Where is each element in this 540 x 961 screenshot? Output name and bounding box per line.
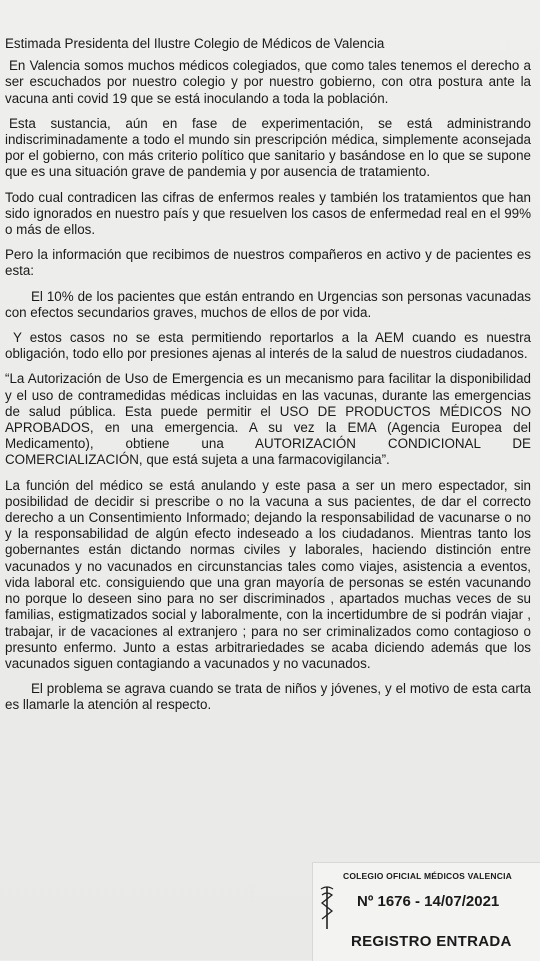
letter-paragraph: Y estos casos no se esta permitiendo reportarlos a la AEM cuando es nuestra obligación, todo ello por presiones ajenas al interés de la salud de nuestros ciudadanos. [5, 330, 531, 362]
letter-paragraph: Esta sustancia, aún en fase de experimentación, se está administrando indiscriminadamente a todo el mundo sin prescripción médica, simplemente aconsejada por el gobierno, con más criterio político que sanitario y basándose en lo que se supone que es una situación grave de pandemia y por ausencia de tratamiento. [5, 115, 531, 180]
letter-paragraph: El 10% de los pacientes que están entrando en Urgencias son personas vacunadas con efectos secundarios graves, muchos de ellos de por vida. [5, 288, 531, 320]
letter-paragraph: En Valencia somos muchos médicos colegiados, que como tales tenemos el derecho a ser escuchados por nuestro colegio y por nuestro gobierno, con otra postura ante la vacuna anti covid 19 que se está inoculando a toda la población. [5, 58, 531, 106]
letter-paragraph: El problema se agrava cuando se trata de niños y jóvenes, y el motivo de esta carta es llamarle la atención al respecto. [5, 681, 531, 713]
letter-paragraph: La función del médico se está anulando y este pasa a ser un mero espectador, sin posibilidad de decidir si prescribe o no la vacuna a sus pacientes, de dar el correcto derecho a un Consentimiento Informado; dejando la responsabilidad de vacunarse o no y la responsabilidad de algún efecto indeseado a los ciudadanos. Mientras tanto los gobernantes están dictando normas civiles y laborales, haciendo distinción entre vacunados y no vacunados en circunstancias tales como viajes, asistencia a eventos, vida laboral etc. consiguiendo que una gran mayoría de personas se estén vacunando no porque lo deseen sino para no ser discriminados , apartados muchas veces de su familias, estigmatizados social y laboralmente, con la incertidumbre de si podrán viajar , trabajar, ir de vacaciones al extranjero ; para no ser criminalizados como contagioso o presunto enfermo. Junto a estas arbitrariedades se acaba diciendo además que los vacunados siguen contagiando a vacunados y no vacunados. [5, 477, 531, 671]
letter-salutation: Estimada Presidenta del Ilustre Colegio de Médicos de Valencia [5, 36, 385, 51]
stamp-register-label: REGISTRO ENTRADA [351, 933, 512, 950]
letter-paragraph: Pero la información que recibimos de nuestros compañeros en activo y de pacientes es esta: [5, 247, 531, 279]
letter-quote-paragraph: “La Autorización de Uso de Emergencia es un mecanismo para facilitar la disponibilidad y el uso de contramedidas médicas incluidas en las vacunas, durante las emergencias de salud pública. Esta puede permitir el USO DE PRODUCTOS MÉDICOS NO APROBADOS, en una emergencia. A su vez la EMA (Agencia Europea del Medicamento), obtiene una AUTORIZACIÓN CONDICIONAL DE COMERCIALIZACIÓN, que está sujeta a una farmacovigilancia”. [5, 371, 531, 468]
stamp-number: Nº 1676 - 14/07/2021 [357, 893, 500, 910]
letter-paragraph: Todo cual contradicen las cifras de enfermos reales y también los tratamientos que han sido ignorados en nuestro país y que resuelven los casos de enfermedad real en el 99% o más de ellos. [5, 189, 531, 238]
stamp-title: COLEGIO OFICIAL MÉDICOS VALENCIA [343, 871, 513, 881]
caduceus-icon [319, 883, 335, 931]
registry-stamp [312, 862, 540, 961]
letter-body [5, 36, 531, 723]
